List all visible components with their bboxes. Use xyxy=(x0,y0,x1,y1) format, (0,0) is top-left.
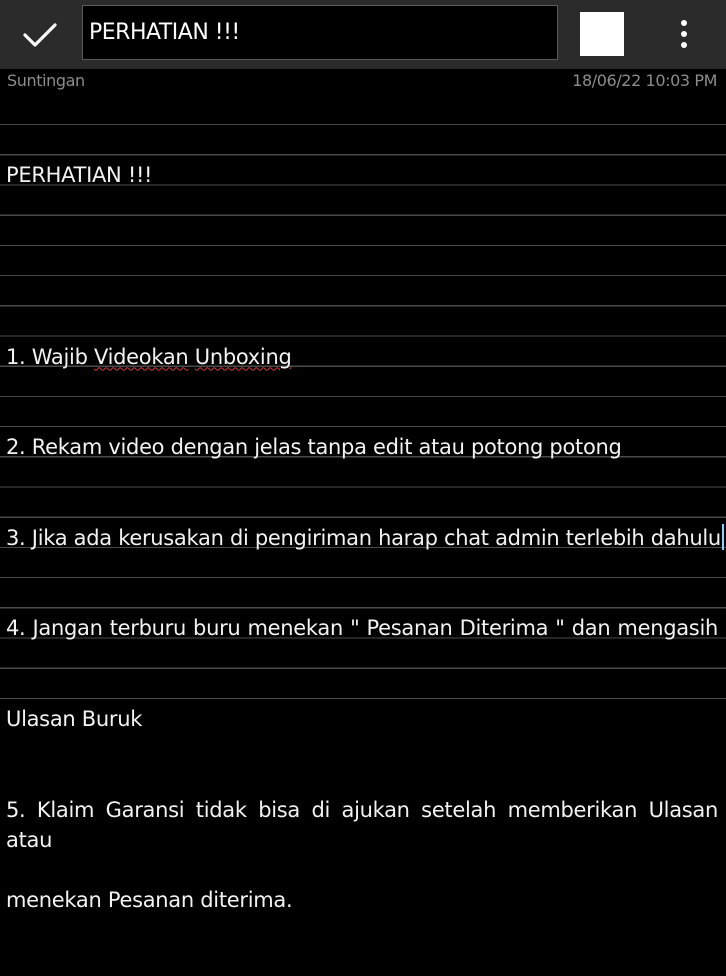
save-check-button[interactable] xyxy=(18,14,62,56)
note-editor[interactable] xyxy=(0,95,726,913)
note-title-input[interactable] xyxy=(82,5,558,60)
note-blank-line xyxy=(6,251,718,281)
note-item-1: 1. Wajib Videokan Unboxing xyxy=(6,344,292,369)
spellcheck-word: Unboxing xyxy=(194,344,292,369)
text-cursor xyxy=(722,524,724,550)
note-item-2: 2. Rekam video dengan jelas tanpa edit atau potong potong xyxy=(6,435,622,460)
note-color-button[interactable] xyxy=(580,12,624,56)
more-options-button[interactable] xyxy=(668,14,700,54)
note-timestamp: 18/06/22 10:03 PM xyxy=(572,71,717,90)
note-item-5-line-2: menekan Pesanan diterima. xyxy=(6,888,293,913)
note-meta-bar xyxy=(0,69,726,93)
note-heading: PERHATIAN !!! xyxy=(6,163,153,188)
check-icon xyxy=(23,22,57,48)
edit-mode-label: Suntingan xyxy=(7,71,85,90)
note-title-text: PERHATIAN !!! xyxy=(89,20,240,45)
toolbar xyxy=(0,0,726,69)
spellcheck-word: Videokan xyxy=(93,344,189,369)
note-item-3: 3. Jika ada kerusakan di pengiriman harap chat admin terlebih dahulu xyxy=(6,523,718,553)
note-item-4-line-2: Ulasan Buruk xyxy=(6,706,143,731)
note-body[interactable] xyxy=(6,100,721,976)
note-item-5-line-1: 5. Klaim Garansi tidak bisa di ajukan setelah memberikan Ulasan atau xyxy=(6,797,718,852)
more-vertical-icon xyxy=(681,20,687,26)
note-item-4-line-1: 4. Jangan terburu buru menekan " Pesanan Diterima " dan mengasih xyxy=(6,616,718,641)
